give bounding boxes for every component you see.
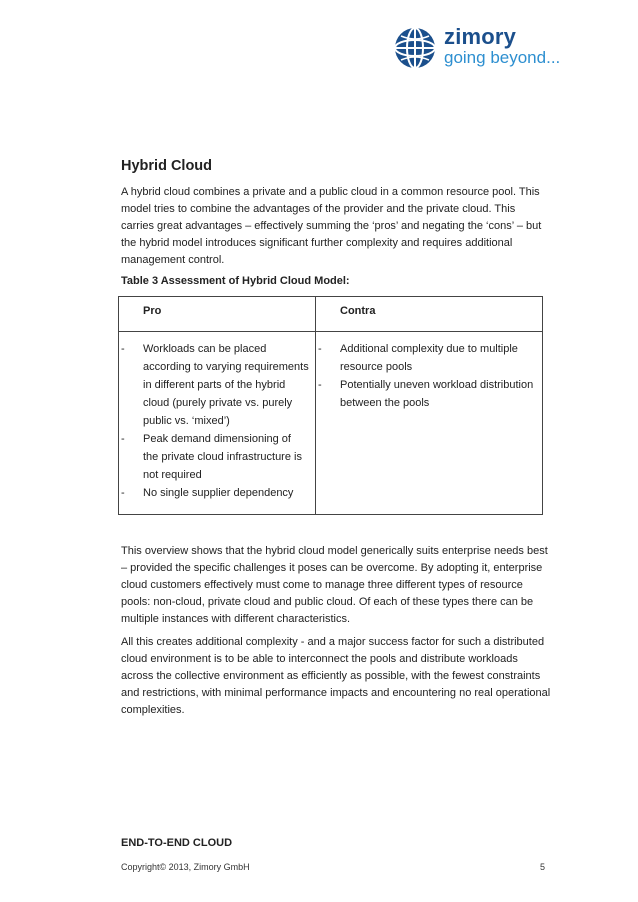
contra-list — [316, 340, 536, 412]
contra-cell — [316, 332, 543, 515]
table-row — [119, 332, 543, 515]
complexity-paragraph: All this creates additional complexity - and a major success factor for such a distributed cloud environment is to be able to interconnect the pools and distribute workloads across the collective environment as efficiently as possible, with the fewest constraints and restrictions, with minimal performance impacts and encountering no real operational complexities. — [121, 636, 551, 716]
assessment-table — [118, 296, 543, 515]
pro-cell — [119, 332, 316, 515]
globe-icon — [393, 26, 437, 70]
zimory-logo — [393, 24, 568, 74]
footer-copyright: Copyright© 2013, Zimory GmbH — [121, 862, 250, 872]
brand-tagline: going beyond... — [444, 48, 561, 67]
table-header-row — [119, 297, 543, 332]
page-number: 5 — [540, 862, 546, 872]
list-item: - Potentially uneven workload distribution between the pools — [316, 376, 536, 412]
list-item: - No single supplier dependency — [119, 484, 309, 502]
footer-title: END-TO-END CLOUD — [121, 837, 233, 849]
list-item: - Peak demand dimensioning of the private cloud infrastructure is not required — [119, 430, 309, 484]
contra-header: Contra — [316, 297, 543, 332]
overview-paragraph: This overview shows that the hybrid cloud model generically suits enterprise needs best – provided the specific challenges it poses can be overcome. By adopting it, enterprise cloud customers effectively must come to manage three different types of resource pools: non-cloud, private cloud and public cloud. Of each of these types there can be multiple instances with different characteristics. — [121, 545, 548, 625]
list-item: - Workloads can be placed according to varying requirements in different parts of the hybrid cloud (purely private vs. purely public vs. ‘mixed’) — [119, 340, 309, 430]
list-item: - Additional complexity due to multiple resource pools — [316, 340, 536, 376]
table-caption: Table 3 Assessment of Hybrid Cloud Model: — [121, 275, 350, 287]
section-title: Hybrid Cloud — [121, 158, 213, 174]
main-content — [121, 158, 551, 725]
pro-header: Pro — [119, 297, 316, 332]
intro-paragraph: A hybrid cloud combines a private and a public cloud in a common resource pool. This model tries to combine the advantages of the provider and the private cloud. This carries great advantages – effectively summing the ‘pros’ and negating the ‘cons’ – but the hybrid model introduces significant further complexity and requires additional management control. — [121, 186, 542, 266]
brand-name: zimory — [444, 24, 517, 49]
pro-list — [119, 340, 309, 502]
